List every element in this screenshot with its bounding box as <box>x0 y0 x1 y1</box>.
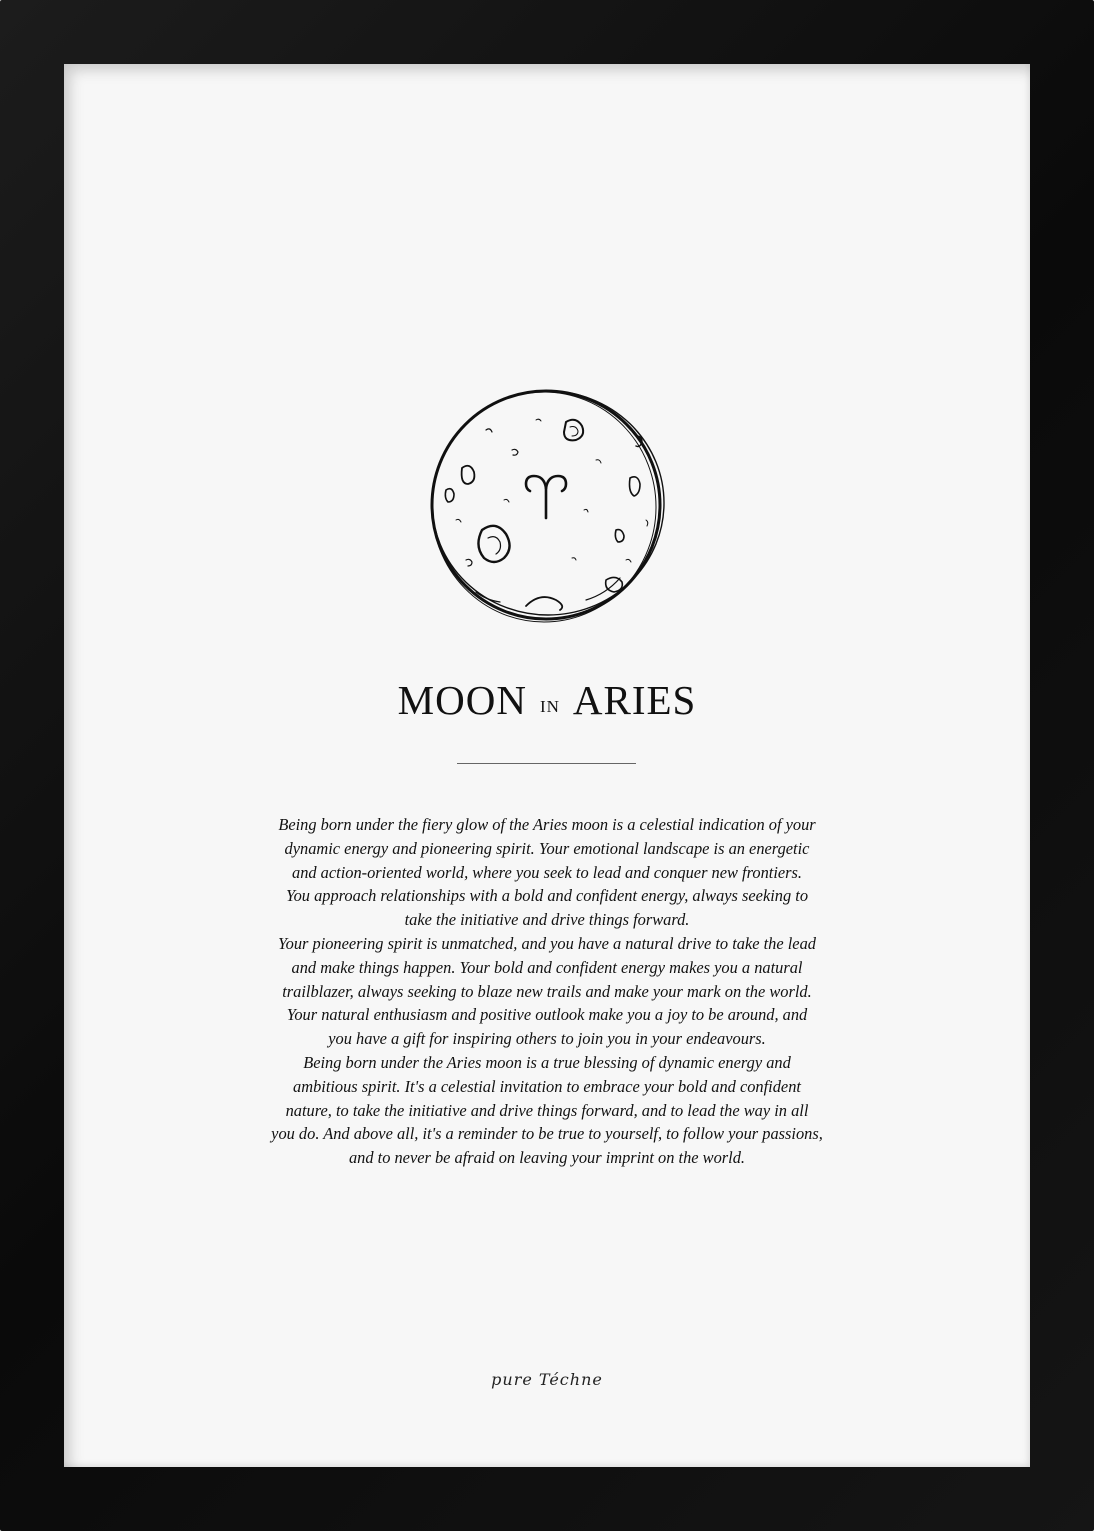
body-line: You approach relationships with a bold and confident energy, always seeking to <box>285 886 809 906</box>
title-sign: ARIES <box>572 677 697 723</box>
body-line: you do. And above all, it's a reminder to be true to yourself, to follow your passions, <box>271 1124 823 1144</box>
body-line: dynamic energy and pioneering spirit. Your emotional landscape is an energetic <box>284 838 810 858</box>
moon-illustration-icon <box>416 380 676 630</box>
body-line: Your pioneering spirit is unmatched, and you have a natural drive to take the lead <box>278 933 816 953</box>
body-line: take the initiative and drive things forward. <box>404 910 690 930</box>
body-line: ambitious spirit. It's a celestial invitation to embrace your bold and confident <box>293 1076 801 1096</box>
body-line: Being born under the fiery glow of the Aries moon is a celestial indication of your <box>278 815 816 834</box>
body-line: and action-oriented world, where you seek to lead and conquer new frontiers. <box>292 862 802 882</box>
body-line: nature, to take the initiative and drive things forward, and to lead the way in all <box>285 1100 809 1120</box>
horoscope-description <box>222 813 872 1170</box>
poster-title <box>0 676 1094 724</box>
body-line: trailblazer, always seeking to blaze new trails and make your mark on the world. <box>282 981 812 1001</box>
brand-signature: pure Téchne <box>491 1370 603 1389</box>
body-line: and make things happen. Your bold and confident energy makes you a natural <box>291 957 803 977</box>
body-line: Your natural enthusiasm and positive outlook make you a joy to be around, and <box>286 1005 808 1025</box>
title-divider <box>457 763 636 764</box>
body-line: you have a gift for inspiring others to join you in your endeavours. <box>328 1029 766 1049</box>
title-moon: MOON <box>397 677 527 723</box>
title-connector: IN <box>539 697 560 716</box>
poster-mat <box>64 64 1030 1467</box>
body-line: Being born under the Aries moon is a true blessing of dynamic energy and <box>303 1052 791 1072</box>
body-line: and to never be afraid on leaving your imprint on the world. <box>348 1148 746 1168</box>
